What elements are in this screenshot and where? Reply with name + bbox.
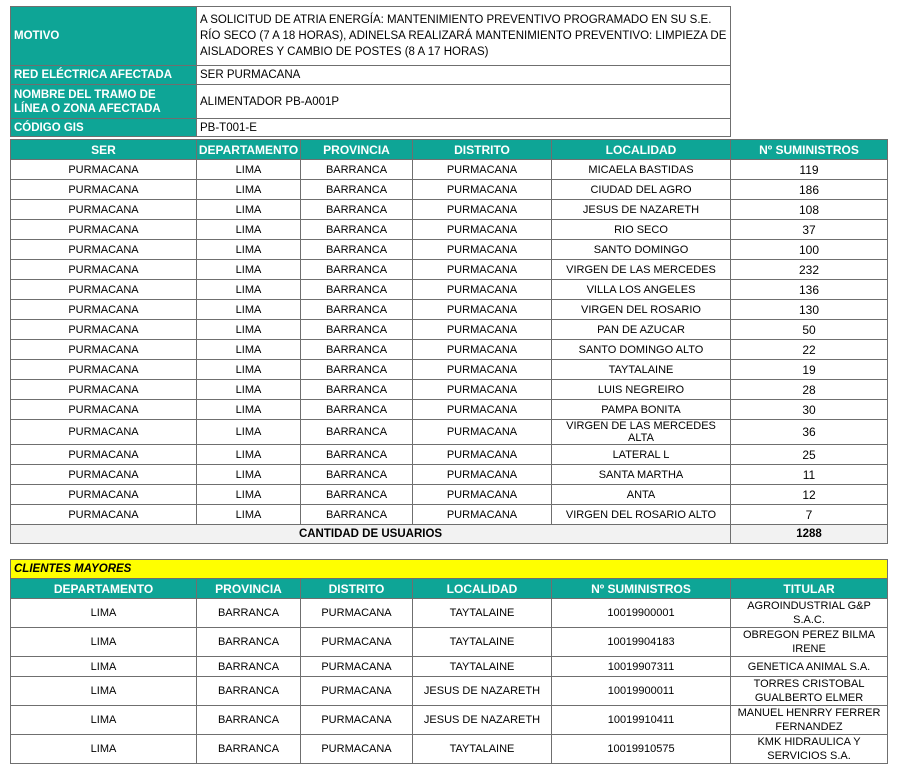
cell-localidad: VILLA LOS ANGELES: [552, 280, 731, 300]
table-body: [11, 160, 888, 525]
tramo-value: ALIMENTADOR PB-A001P: [197, 85, 731, 119]
cell-provincia: BARRANCA: [301, 420, 413, 445]
cell-ser: PURMACANA: [11, 160, 197, 180]
header-provincia: PROVINCIA: [301, 140, 413, 160]
table-row: [11, 220, 888, 240]
cell-provincia: BARRANCA: [301, 465, 413, 485]
cell-distrito: PURMACANA: [413, 465, 552, 485]
cell-localidad: PAN DE AZUCAR: [552, 320, 731, 340]
cell-ser: PURMACANA: [11, 380, 197, 400]
cell-distrito: PURMACANA: [413, 180, 552, 200]
cell-departamento: LIMA: [11, 677, 197, 706]
cell-localidad: TAYTALAINE: [413, 735, 552, 764]
cell-distrito: PURMACANA: [413, 505, 552, 525]
cell-departamento: LIMA: [197, 465, 301, 485]
cell-departamento: LIMA: [197, 360, 301, 380]
cell-localidad: MICAELA BASTIDAS: [552, 160, 731, 180]
total-label: CANTIDAD DE USUARIOS: [11, 525, 731, 544]
cell-departamento: LIMA: [197, 505, 301, 525]
table-row: [11, 300, 888, 320]
cell-distrito: PURMACANA: [413, 400, 552, 420]
cell-departamento: LIMA: [197, 220, 301, 240]
cell-departamento: LIMA: [197, 280, 301, 300]
cell-distrito: PURMACANA: [301, 657, 413, 677]
cell-suministros: 30: [731, 400, 888, 420]
cell-localidad: TAYTALAINE: [552, 360, 731, 380]
cell-titular: OBREGON PEREZ BILMA IRENE: [731, 628, 888, 657]
cell-distrito: PURMACANA: [413, 200, 552, 220]
affected-supplies-table: [10, 139, 888, 544]
cell-localidad: SANTO DOMINGO ALTO: [552, 340, 731, 360]
header-provincia: PROVINCIA: [197, 579, 301, 599]
cell-departamento: LIMA: [197, 260, 301, 280]
cell-departamento: LIMA: [197, 485, 301, 505]
cell-ser: PURMACANA: [11, 445, 197, 465]
cell-suministros: 130: [731, 300, 888, 320]
major-clients-table: [10, 559, 888, 764]
cell-localidad: JESUS DE NAZARETH: [413, 706, 552, 735]
cell-distrito: PURMACANA: [301, 735, 413, 764]
cell-provincia: BARRANCA: [197, 657, 301, 677]
table-row: [11, 180, 888, 200]
header-localidad: LOCALIDAD: [413, 579, 552, 599]
cell-distrito: PURMACANA: [413, 220, 552, 240]
table-body: [11, 599, 888, 764]
header-departamento: DEPARTAMENTO: [11, 579, 197, 599]
cell-ser: PURMACANA: [11, 420, 197, 445]
cell-ser: PURMACANA: [11, 485, 197, 505]
cell-departamento: LIMA: [11, 599, 197, 628]
cell-provincia: BARRANCA: [301, 260, 413, 280]
cell-departamento: LIMA: [197, 400, 301, 420]
table-row: [11, 380, 888, 400]
cell-distrito: PURMACANA: [413, 160, 552, 180]
cell-localidad: SANTO DOMINGO: [552, 240, 731, 260]
cell-suministros: 100: [731, 240, 888, 260]
cell-provincia: BARRANCA: [301, 220, 413, 240]
cell-departamento: LIMA: [197, 320, 301, 340]
table-row: [11, 735, 888, 764]
table-row: [11, 360, 888, 380]
cell-distrito: PURMACANA: [413, 300, 552, 320]
cell-suministros: 10019907311: [552, 657, 731, 677]
cell-provincia: BARRANCA: [197, 677, 301, 706]
red-label: RED ELÉCTRICA AFECTADA: [11, 66, 197, 85]
cell-localidad: RIO SECO: [552, 220, 731, 240]
cell-departamento: LIMA: [197, 445, 301, 465]
cell-localidad: VIRGEN DEL ROSARIO: [552, 300, 731, 320]
cell-suministros: 36: [731, 420, 888, 445]
motivo-label: MOTIVO: [11, 7, 197, 66]
cell-departamento: LIMA: [197, 380, 301, 400]
cell-suministros: 232: [731, 260, 888, 280]
cell-provincia: BARRANCA: [301, 360, 413, 380]
cell-provincia: BARRANCA: [301, 200, 413, 220]
cell-ser: PURMACANA: [11, 465, 197, 485]
cell-suministros: 25: [731, 445, 888, 465]
cell-ser: PURMACANA: [11, 400, 197, 420]
gis-value: PB-T001-E: [197, 119, 731, 137]
cell-suministros: 50: [731, 320, 888, 340]
cell-departamento: LIMA: [197, 180, 301, 200]
cell-distrito: PURMACANA: [301, 599, 413, 628]
cell-ser: PURMACANA: [11, 300, 197, 320]
table-row: [11, 420, 888, 445]
cell-titular: AGROINDUSTRIAL G&P S.A.C.: [731, 599, 888, 628]
cell-ser: PURMACANA: [11, 320, 197, 340]
table-row: [11, 400, 888, 420]
table-row: [11, 280, 888, 300]
caption-row: [11, 560, 888, 579]
cell-titular: MANUEL HENRRY FERRER FERNANDEZ: [731, 706, 888, 735]
cell-ser: PURMACANA: [11, 200, 197, 220]
cell-ser: PURMACANA: [11, 260, 197, 280]
cell-localidad: JESUS DE NAZARETH: [413, 677, 552, 706]
cell-suministros: 108: [731, 200, 888, 220]
cell-distrito: PURMACANA: [301, 706, 413, 735]
cell-localidad: VIRGEN DEL ROSARIO ALTO: [552, 505, 731, 525]
major-clients-caption: CLIENTES MAYORES: [11, 560, 888, 579]
cell-departamento: LIMA: [11, 706, 197, 735]
header-suministros: Nº SUMINISTROS: [552, 579, 731, 599]
cell-provincia: BARRANCA: [301, 445, 413, 465]
cell-departamento: LIMA: [11, 628, 197, 657]
cell-distrito: PURMACANA: [413, 485, 552, 505]
table-row: [11, 445, 888, 465]
table-row: [11, 628, 888, 657]
cell-suministros: 37: [731, 220, 888, 240]
table-row: [11, 320, 888, 340]
cell-ser: PURMACANA: [11, 280, 197, 300]
table-row: [11, 340, 888, 360]
cell-ser: PURMACANA: [11, 220, 197, 240]
cell-departamento: LIMA: [197, 240, 301, 260]
cell-provincia: BARRANCA: [197, 599, 301, 628]
cell-departamento: LIMA: [197, 160, 301, 180]
cell-localidad: TAYTALAINE: [413, 657, 552, 677]
cell-localidad: CIUDAD DEL AGRO: [552, 180, 731, 200]
cell-suministros: 10019910411: [552, 706, 731, 735]
cell-provincia: BARRANCA: [301, 160, 413, 180]
total-row: [11, 525, 888, 544]
cell-provincia: BARRANCA: [197, 706, 301, 735]
cell-departamento: LIMA: [11, 735, 197, 764]
cell-suministros: 10019904183: [552, 628, 731, 657]
cell-suministros: 11: [731, 465, 888, 485]
header-departamento: DEPARTAMENTO: [197, 140, 301, 160]
cell-localidad: LATERAL L: [552, 445, 731, 465]
cell-titular: KMK HIDRAULICA Y SERVICIOS S.A.: [731, 735, 888, 764]
cell-provincia: BARRANCA: [197, 628, 301, 657]
cell-provincia: BARRANCA: [301, 505, 413, 525]
cell-localidad: LUIS NEGREIRO: [552, 380, 731, 400]
table-row: [11, 677, 888, 706]
cell-provincia: BARRANCA: [197, 735, 301, 764]
cell-suministros: 10019900011: [552, 677, 731, 706]
cell-provincia: BARRANCA: [301, 320, 413, 340]
cell-distrito: PURMACANA: [413, 420, 552, 445]
cell-suministros: 10019910575: [552, 735, 731, 764]
cell-ser: PURMACANA: [11, 180, 197, 200]
cell-suministros: 136: [731, 280, 888, 300]
cell-distrito: PURMACANA: [413, 320, 552, 340]
header-ser: SER: [11, 140, 197, 160]
red-value: SER PURMACANA: [197, 66, 731, 85]
cell-localidad: ANTA: [552, 485, 731, 505]
header-distrito: DISTRITO: [413, 140, 552, 160]
cell-localidad: JESUS DE NAZARETH: [552, 200, 731, 220]
cell-titular: GENETICA ANIMAL S.A.: [731, 657, 888, 677]
cell-provincia: BARRANCA: [301, 380, 413, 400]
cell-localidad: SANTA MARTHA: [552, 465, 731, 485]
cell-provincia: BARRANCA: [301, 400, 413, 420]
cell-distrito: PURMACANA: [301, 628, 413, 657]
cell-localidad: PAMPA BONITA: [552, 400, 731, 420]
cell-distrito: PURMACANA: [413, 380, 552, 400]
cell-suministros: 10019900001: [552, 599, 731, 628]
table-header-row: [11, 579, 888, 599]
header-localidad: LOCALIDAD: [552, 140, 731, 160]
cell-departamento: LIMA: [197, 340, 301, 360]
table-row: [11, 599, 888, 628]
cell-departamento: LIMA: [197, 200, 301, 220]
header-distrito: DISTRITO: [301, 579, 413, 599]
cell-suministros: 12: [731, 485, 888, 505]
cell-suministros: 7: [731, 505, 888, 525]
table-row: [11, 465, 888, 485]
cell-localidad: TAYTALAINE: [413, 599, 552, 628]
table-row: [11, 160, 888, 180]
cell-distrito: PURMACANA: [413, 340, 552, 360]
gis-label: CÓDIGO GIS: [11, 119, 197, 137]
outage-info-table: [10, 6, 731, 137]
cell-provincia: BARRANCA: [301, 240, 413, 260]
table-row: [11, 240, 888, 260]
cell-ser: PURMACANA: [11, 340, 197, 360]
cell-localidad: TAYTALAINE: [413, 628, 552, 657]
cell-provincia: BARRANCA: [301, 485, 413, 505]
table-row: [11, 485, 888, 505]
cell-provincia: BARRANCA: [301, 280, 413, 300]
cell-ser: PURMACANA: [11, 360, 197, 380]
cell-suministros: 19: [731, 360, 888, 380]
motivo-value: A SOLICITUD DE ATRIA ENERGÍA: MANTENIMIENTO PREVENTIVO PROGRAMADO EN SU S.E. RÍO SECO (7 A 18 HORAS), ADINELSA REALIZARÁ MANTENIMIENTO PREVENTIVO: LIMPIEZA DE AISLADORES Y CAMBIO DE POSTES (8 A 17 HORAS): [197, 7, 731, 66]
cell-provincia: BARRANCA: [301, 340, 413, 360]
total-value: 1288: [731, 525, 888, 544]
tramo-label: NOMBRE DEL TRAMO DE LÍNEA O ZONA AFECTADA: [11, 85, 197, 119]
cell-distrito: PURMACANA: [413, 260, 552, 280]
table-row: [11, 657, 888, 677]
cell-suministros: 22: [731, 340, 888, 360]
cell-localidad: VIRGEN DE LAS MERCEDES ALTA: [552, 420, 731, 445]
cell-distrito: PURMACANA: [301, 677, 413, 706]
table-row: [11, 260, 888, 280]
table-row: [11, 505, 888, 525]
cell-distrito: PURMACANA: [413, 280, 552, 300]
header-titular: TITULAR: [731, 579, 888, 599]
header-suministros: Nº SUMINISTROS: [731, 140, 888, 160]
table-header-row: [11, 140, 888, 160]
cell-suministros: 28: [731, 380, 888, 400]
cell-distrito: PURMACANA: [413, 445, 552, 465]
cell-departamento: LIMA: [197, 420, 301, 445]
cell-departamento: LIMA: [197, 300, 301, 320]
cell-suministros: 119: [731, 160, 888, 180]
cell-localidad: VIRGEN DE LAS MERCEDES: [552, 260, 731, 280]
cell-titular: TORRES CRISTOBAL GUALBERTO ELMER: [731, 677, 888, 706]
table-row: [11, 200, 888, 220]
cell-ser: PURMACANA: [11, 505, 197, 525]
cell-provincia: BARRANCA: [301, 300, 413, 320]
cell-suministros: 186: [731, 180, 888, 200]
cell-departamento: LIMA: [11, 657, 197, 677]
cell-distrito: PURMACANA: [413, 240, 552, 260]
cell-provincia: BARRANCA: [301, 180, 413, 200]
cell-distrito: PURMACANA: [413, 360, 552, 380]
cell-ser: PURMACANA: [11, 240, 197, 260]
table-row: [11, 706, 888, 735]
